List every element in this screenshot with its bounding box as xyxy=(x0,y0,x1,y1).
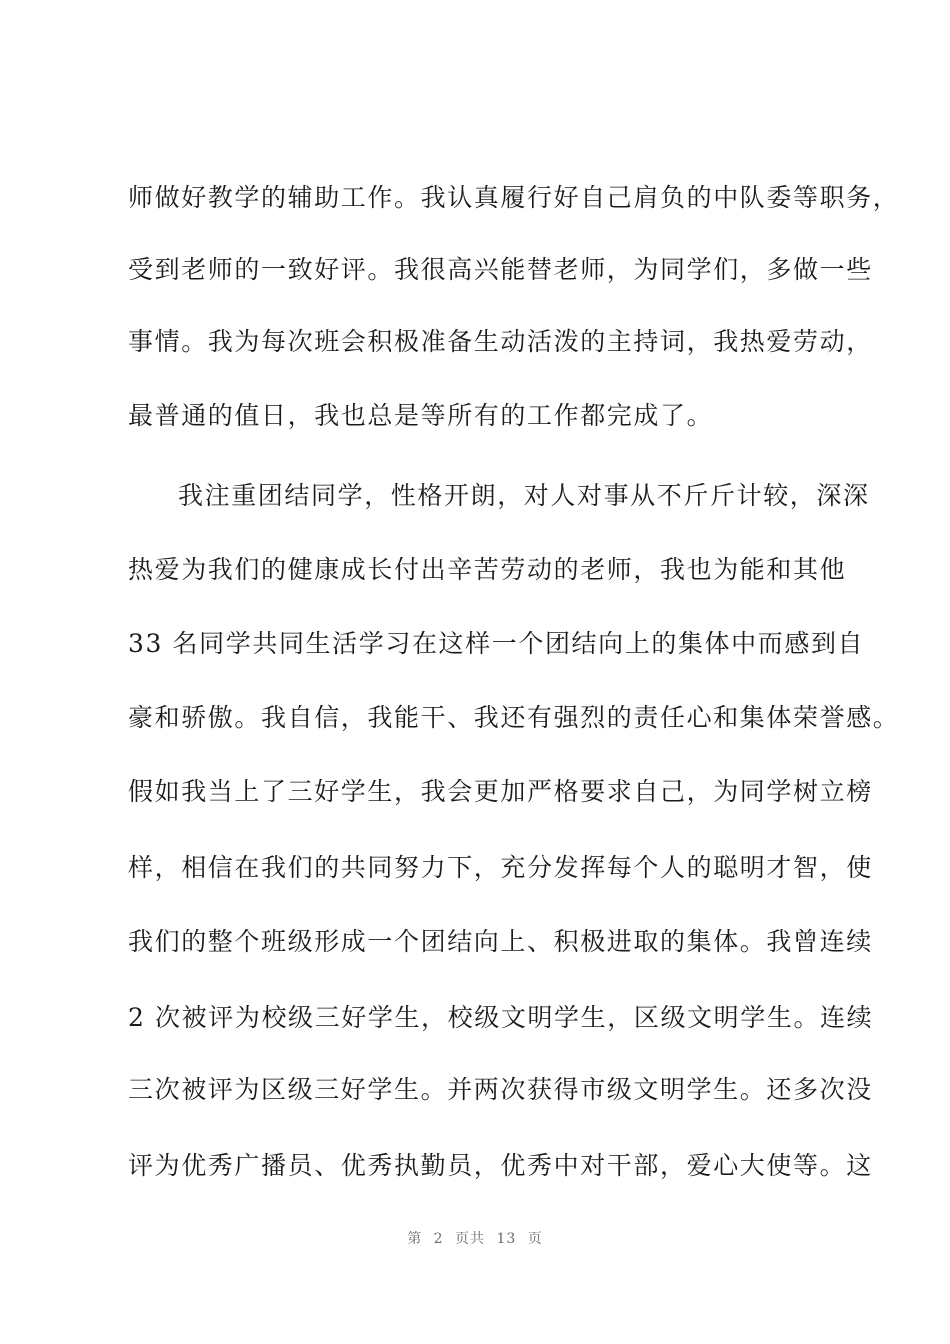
body-line-12: 2 次被评为校级三好学生，校级文明学生，区级文明学生。连续 xyxy=(128,1003,874,1032)
body-line-5: 我注重团结同学，性格开朗，对人对事从不斤斤计较，深深 xyxy=(178,481,870,510)
body-line-6: 热爱为我们的健康成长付出辛苦劳动的老师，我也为能和其他 xyxy=(128,555,847,584)
body-line-8: 豪和骄傲。我自信，我能干、我还有强烈的责任心和集体荣誉感。 xyxy=(128,703,900,732)
body-line-11: 我们的整个班级形成一个团结向上、积极进取的集体。我曾连续 xyxy=(128,927,873,956)
body-line-4: 最普通的值日，我也总是等所有的工作都完成了。 xyxy=(128,401,714,430)
body-line-9: 假如我当上了三好学生，我会更加严格要求自己，为同学树立榜 xyxy=(128,777,873,806)
body-line-3: 事情。我为每次班会积极准备生动活泼的主持词，我热爱劳动， xyxy=(128,327,873,356)
page-number-footer: 第 2 页共 13 页 xyxy=(407,1231,543,1247)
body-line-1: 师做好教学的辅助工作。我认真履行好自己肩负的中队委等职务， xyxy=(128,183,900,212)
body-line-7: 33 名同学共同生活学习在这样一个团结向上的集体中而感到自 xyxy=(128,629,865,658)
body-line-13: 三次被评为区级三好学生。并两次获得市级文明学生。还多次没 xyxy=(128,1075,873,1104)
body-line-2: 受到老师的一致好评。我很高兴能替老师，为同学们，多做一些 xyxy=(128,255,873,284)
body-line-14: 评为优秀广播员、优秀执勤员，优秀中对干部，爱心大使等。这 xyxy=(128,1151,873,1180)
body-line-10: 样，相信在我们的共同努力下，充分发挥每个人的聪明才智，使 xyxy=(128,853,873,882)
